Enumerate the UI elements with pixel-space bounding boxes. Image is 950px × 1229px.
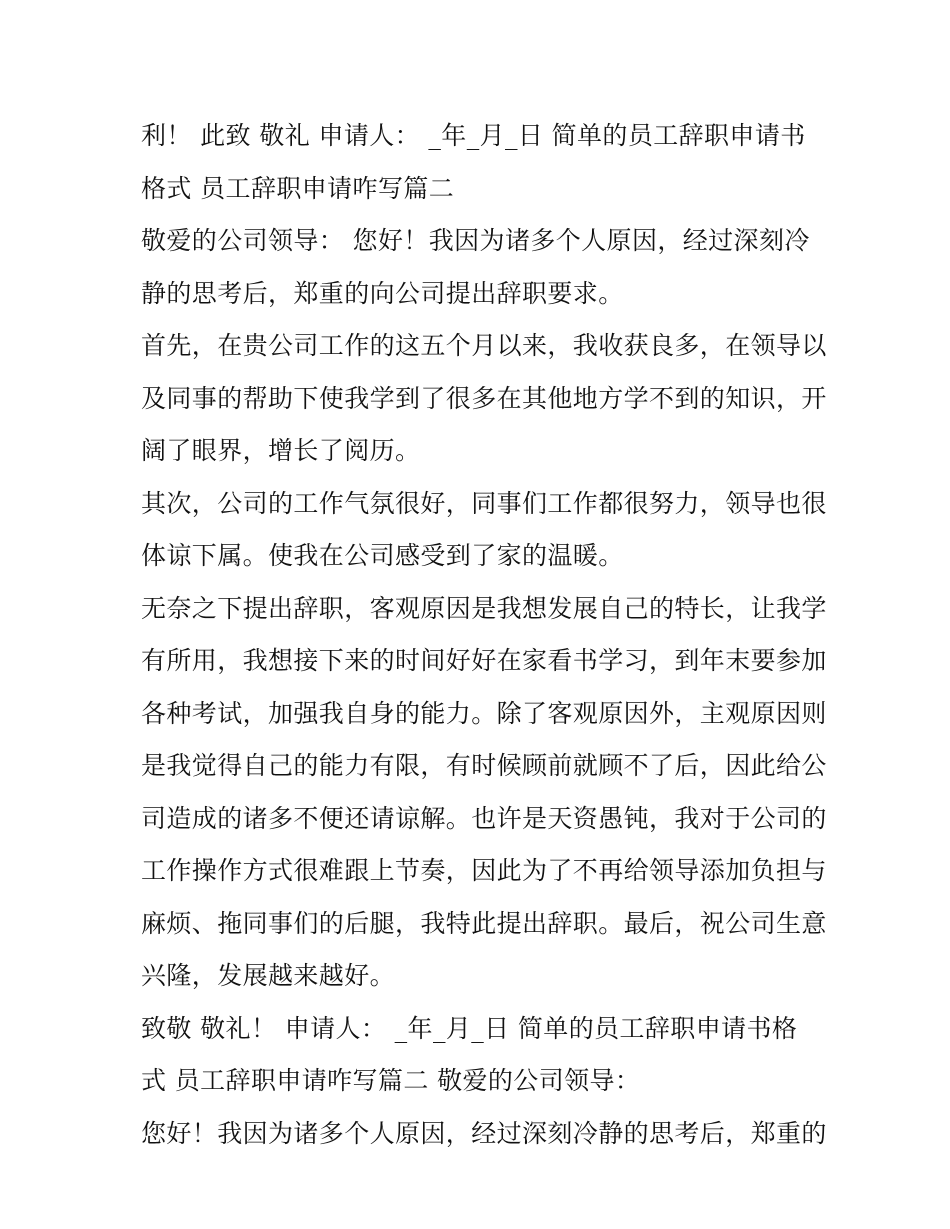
text-line: 体谅下属。使我在公司感受到了家的温暖。 bbox=[141, 541, 624, 570]
text-line: 格式 员工辞职申请咋写篇二 bbox=[141, 173, 455, 203]
text-line: 阔了眼界，增长了阅历。 bbox=[141, 436, 421, 465]
text-line: 致敬 敬礼！ 申请人： _年_月_日 简单的员工辞职申请书格 bbox=[141, 1013, 798, 1043]
text-line: 司造成的诸多不便还请谅解。也许是天资愚钝，我对于公司的 bbox=[141, 803, 827, 833]
text-line: 式 员工辞职申请咋写篇二 敬爱的公司领导： bbox=[141, 1066, 641, 1095]
text-line: 是我觉得自己的能力有限，有时候顾前就顾不了后，因此给公 bbox=[141, 751, 827, 780]
text-line: 工作操作方式很难跟上节奏，因此为了不再给领导添加负担与 bbox=[141, 856, 827, 885]
text-line: 无奈之下提出辞职，客观原因是我想发展自己的特长，让我学 bbox=[141, 593, 827, 623]
text-line: 您好！我因为诸多个人原因，经过深刻冷静的思考后，郑重的 bbox=[141, 1118, 827, 1148]
text-line: 利！ 此致 敬礼 申请人： _年_月_日 简单的员工辞职申请书 bbox=[141, 121, 806, 150]
text-line: 麻烦、拖同事们的后腿，我特此提出辞职。最后，祝公司生意 bbox=[141, 908, 827, 938]
text-line: 敬爱的公司领导： 您好！我因为诸多个人原因，经过深刻冷 bbox=[141, 226, 810, 255]
text-line: 兴隆，发展越来越好。 bbox=[141, 961, 396, 990]
document-body bbox=[141, 110, 827, 1160]
text-line: 及同事的帮助下使我学到了很多在其他地方学不到的知识，开 bbox=[141, 383, 827, 413]
text-line: 首先，在贵公司工作的这五个月以来，我收获良多，在领导以 bbox=[141, 331, 827, 360]
text-line: 静的思考后，郑重的向公司提出辞职要求。 bbox=[141, 278, 624, 308]
text-line: 各种考试，加强我自身的能力。除了客观原因外，主观原因则 bbox=[141, 698, 827, 728]
text-line: 其次，公司的工作气氛很好，同事们工作都很努力，领导也很 bbox=[141, 488, 827, 518]
text-line: 有所用，我想接下来的时间好好在家看书学习，到年末要参加 bbox=[141, 646, 827, 675]
